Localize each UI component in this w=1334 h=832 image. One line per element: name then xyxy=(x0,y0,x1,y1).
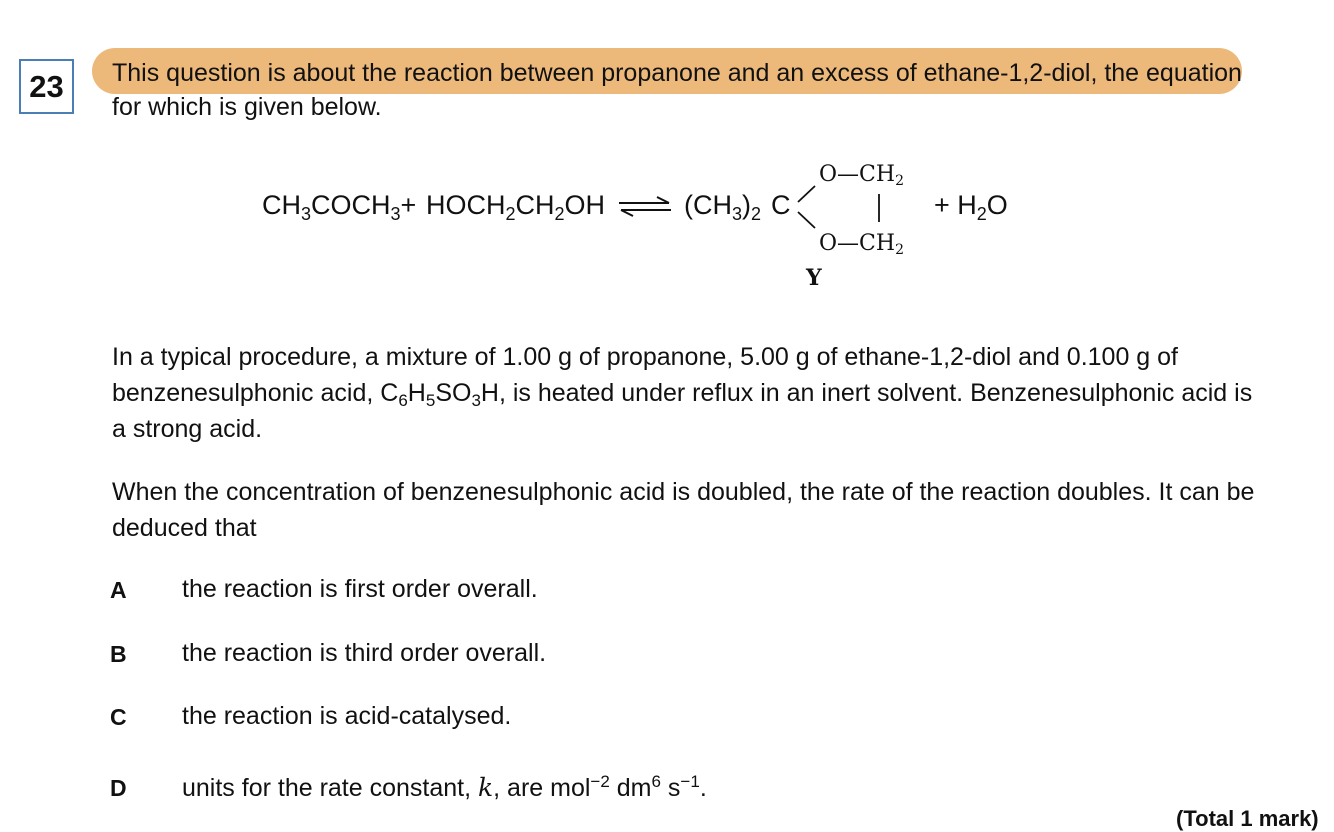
option-b-text[interactable]: the reaction is third order overall. xyxy=(182,639,547,667)
product-acetal: $(CH_3)_2$ C xyxy=(684,190,791,224)
ring-top-group: $O—CH_2$ xyxy=(819,162,904,189)
option-c-text[interactable]: the reaction is acid-catalysed. xyxy=(182,702,512,730)
option-c-letter[interactable]: C xyxy=(110,704,127,730)
ring-bottom-group: $O—CH_2$ xyxy=(819,231,904,258)
stem-paragraph: When the concentration of benzenesulphonic acid is doubled, the rate of the reaction doubles. It can be deduced that xyxy=(112,478,1255,542)
option-a-text[interactable]: the reaction is first order overall. xyxy=(182,575,538,603)
option-d-text[interactable]: units for the rate constant, k, are mol$^{-2}$ $dm^6$ $s^{-1}$. xyxy=(182,772,707,802)
reactant-ethanediol: $HOCH_2CH_2OH$ xyxy=(426,190,606,224)
question-number: 23 xyxy=(19,59,74,114)
option-d-letter[interactable]: D xyxy=(110,775,127,801)
product-label: Y xyxy=(806,265,822,291)
option-a-letter[interactable]: A xyxy=(110,577,127,603)
total-marks: (Total 1 mark) xyxy=(1176,806,1319,831)
reactant-propanone: $CH_3COCH_3+$ xyxy=(262,190,417,224)
equilibrium-arrows-icon xyxy=(617,196,673,218)
procedure-paragraph: In a typical procedure, a mixture of 1.00 g of propanone, 5.00 g of ethane-1,2-diol and 0.100 g of benzenesulphonic acid, $C_6H_5SO_3H$, is heated under reflux in an inert solvent. Benzenesulphonic acid is a strong acid. xyxy=(112,343,1253,443)
question-intro: This question is about the reaction between propanone and an excess of ethane-1,2-diol, the equation for which is given below. xyxy=(112,59,1242,121)
product-water: + $H_2O$ xyxy=(934,190,1008,224)
option-b-letter[interactable]: B xyxy=(110,641,127,667)
